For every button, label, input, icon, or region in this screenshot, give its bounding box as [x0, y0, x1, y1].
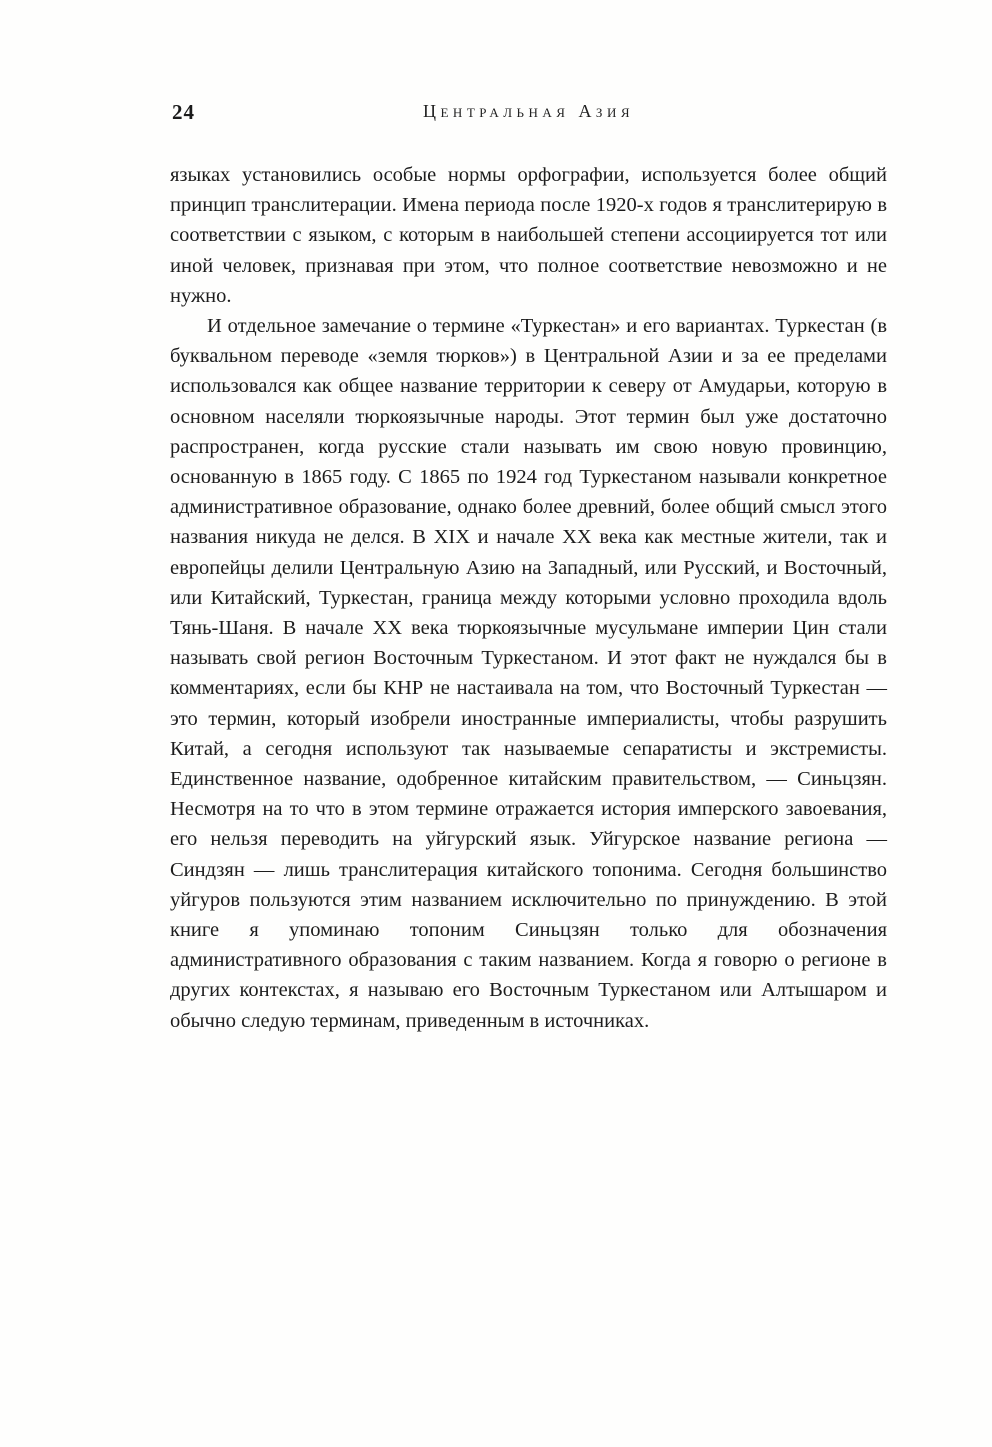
page-header — [170, 100, 887, 160]
running-head: Центральная Азия — [422, 101, 635, 121]
text-column — [170, 100, 887, 1036]
paragraph: И отдельное замечание о термине «Туркестан» и его вариантах. Туркестан (в буквальном переводе «земля тюрков») в Центральной Азии и за ее пределами использовался как общее название территории к северу от Амударьи, которую в основном населяли тюркоязычные народы. Этот термин был уже достаточно распространен, когда русские стали называть им свою новую провинцию, основанную в 1865 году. С 1865 по 1924 год Туркестаном называли конкретное административное образование, однако более древний, более общий смысл этого названия никуда не делся. В XIX и начале XX века как местные жители, так и европейцы делили Центральную Азию на Западный, или Русский, и Восточный, или Китайский, Туркестан, граница между которыми условно проходила вдоль Тянь-Шаня. В начале XX века тюркоязычные мусульмане империи Цин стали называть свой регион Восточным Туркестаном. И этот факт не нуждался бы в комментариях, если бы КНР не настаивала на том, что Восточный Туркестан — это термин, который изобрели иностранные империалисты, чтобы разрушить Китай, а сегодня используют так называемые сепаратисты и экстремисты. Единственное название, одобренное китайским правительством, — Синьцзян. Несмотря на то что в этом термине отражается история имперского завоевания, его нельзя переводить на уйгурский язык. Уйгурское название региона — Синдзян — лишь транслитерация китайского топонима. Сегодня большинство уйгуров пользуются этим названием исключительно по принуждению. В этой книге я упоминаю топоним Синьцзян только для обозначения административного образования с таким названием. Когда я говорю о регионе в других контекстах, я называю его Восточным Туркестаном или Алтышаром и обычно следую терминам, приведенным в источниках. — [170, 315, 887, 1032]
body-text — [170, 160, 887, 1036]
paragraph: языках установились особые нормы орфографии, используется более общий принцип транслитерации. Имена периода после 1920-х годов я транслитерирую в соответствии с языком, с которым в наибольшей степени ассоциируется тот или иной человек, признавая при этом, что полное соответствие невозможно и не нужно. — [170, 164, 887, 307]
page-number: 24 — [172, 100, 195, 124]
